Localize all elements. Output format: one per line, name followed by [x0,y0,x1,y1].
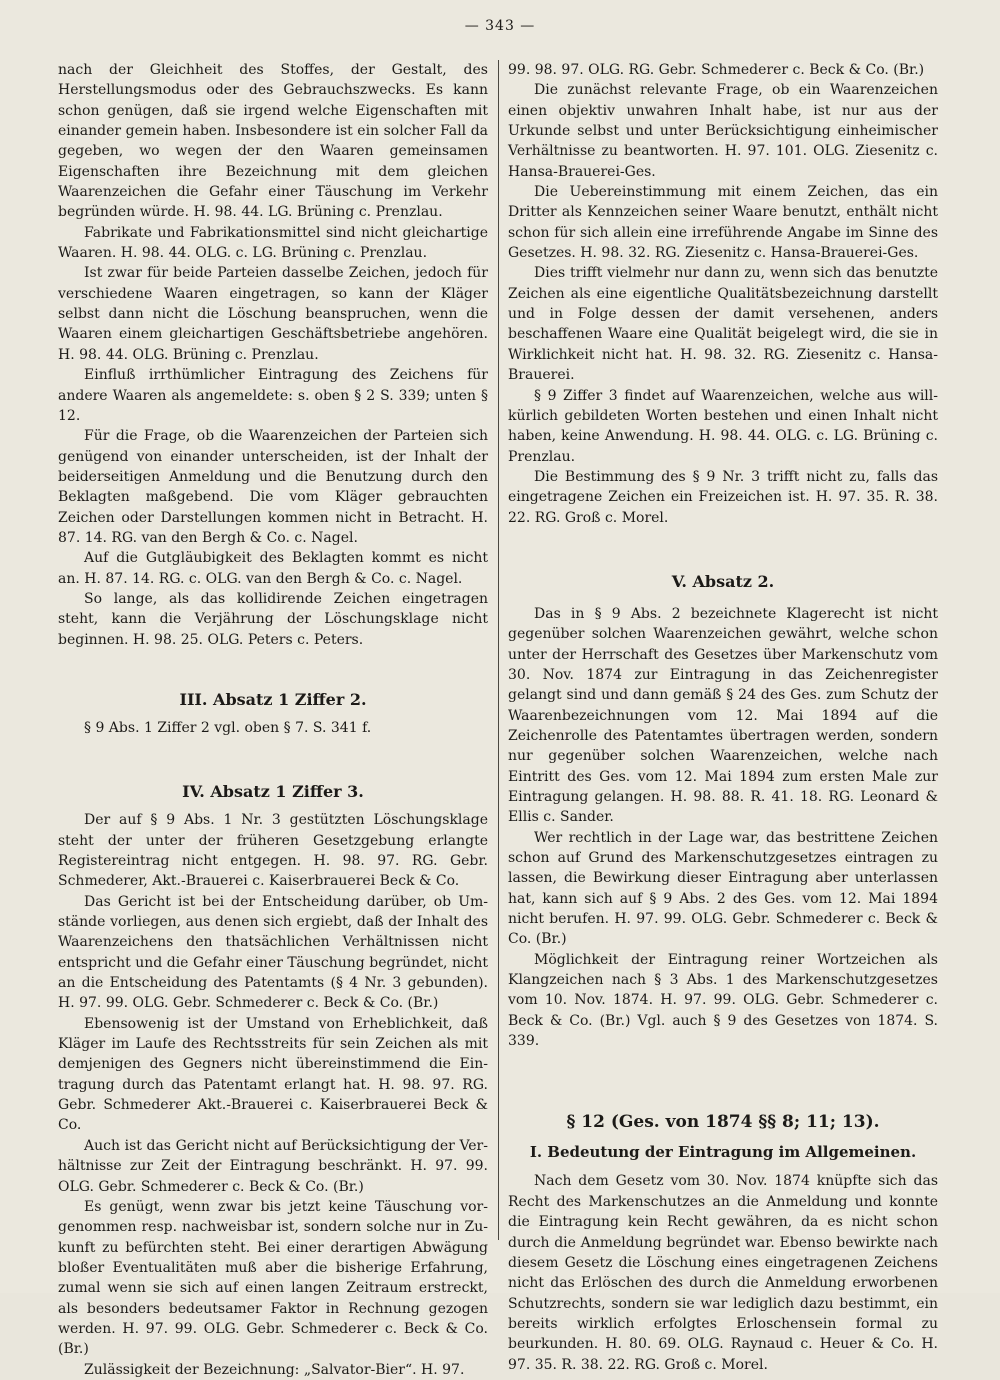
paragraph: nach der Gleichheit des Stoffes, der Gestalt, des Herstellungsmodus oder des Gebrauchszwecks. Es kann schon genügen, daß sie irgend welche Eigenschaften mit einander gemein haben. Insbesondere ist ein solcher Fall da gegeben, wo wegen der den Waaren gemeinsamen Eigenschaften ihre Bezeichnung mit dem gleichen Waarenzeichen die Gefahr einer Täuschung im Verkehr begründen würde. H. 98. 44. LG. Brüning c. Prenzlau. [58,62,488,221]
section-heading-iii: III. Absatz 1 Ziffer 2. [179,689,367,709]
right-column [508,60,938,1375]
paragraph: Es genügt, wenn zwar bis jetzt keine Täuschung vorgenommen resp. nachweisbar ist, sondern solche nur in Zukunft zu befürchten steht. Bei einer derartigen Abwägung bloßer Eventualitäten muß aber die bisherige Erfahrung, zumal wenn sie sich auf einen langen Zeitraum erstreckt, als besonders bedeutsamer Faktor in Rechnung gezogen werden. H. 97. 99. OLG. Gebr. Schmederer c. Beck & Co. (Br.) [58,1198,488,1358]
paragraph: Das Gericht ist bei der Entscheidung darüber, ob Umstände vorliegen, aus denen sich ergiebt, daß der Inhalt des Waarenzeichens den thatsächlichen Verhältnissen nicht entspricht und die Gefahr einer Täuschung begründet, nicht an die Entscheidung des Patentamts (§ 4 Nr. 3 gebunden). H. 97. 99. OLG. Gebr. Schmederer c. Beck & Co. (Br.) [58,893,488,1012]
left-column [58,60,488,1380]
section-heading-v: V. Absatz 2. [671,571,775,591]
section-heading-paragraph-12: § 12 (Ges. von 1874 §§ 8; 11; 13). [566,1112,880,1133]
paragraph: Für die Frage, ob die Waarenzeichen der Parteien sich genügend von einander unterscheiden, ist der Inhalt der beiderseitigen Anmeldung und die Benutzung durch den Beklagten maßgebend. Die vom Kläger gebrauchten Zeichen oder Darstellungen kommen nicht in Betracht. H. 87. 14. RG. van den Bergh & Co. c. Nagel. [58,428,488,546]
section-heading-iv: IV. Absatz 1 Ziffer 3. [182,782,364,802]
paragraph: Die zunächst relevante Frage, ob ein Waarenzeichen einen objektiv unwahren Inhalt habe, ist nur aus der Urkunde selbst und unter Berücksichtigung einheimischer Verhältnisse zu beantworten. H. 97. 101. OLG. Ziesenitz c. Hansa-Brauerei-Ges. [508,82,938,180]
paragraph: Ist zwar für beide Parteien dasselbe Zeichen, jedoch für verschiedene Waaren eingetragen, so kann der Kläger selbst dann nicht die Löschung beanspruchen, wenn die Waaren einem gleichartigen Geschäftsbetriebe angehören. H. 98. 44. OLG. Brüning c. Prenzlau. [58,265,488,363]
paragraph: Wer rechtlich in der Lage war, das bestrittene Zeichen schon auf Grund des Markenschutzgesetzes eintragen zu lassen, die Bewirkung dieser Eintragung aber unterlassen hat, kann sich auf § 9 Abs. 2 des Ges. vom 12. Mai 1894 nicht berufen. H. 97. 99. OLG. Gebr. Schmederer c. Beck & Co. (Br.) [508,829,938,948]
paragraph: § 9 Abs. 1 Ziffer 2 vgl. oben § 7. S. 341 f. [84,719,372,736]
page-number: — 343 — [464,18,536,34]
paragraph: Die Bestimmung des § 9 Nr. 3 trifft nicht zu, falls das eingetragene Zeichen ein Freizeichen ist. H. 97. 35. R. 38. 22. RG. Groß c. Morel. [508,468,938,526]
paragraph: 99. 98. 97. OLG. RG. Gebr. Schmederer c. Beck & Co. (Br.) [508,62,925,78]
paragraph: Der auf § 9 Abs. 1 Nr. 3 gestützten Löschungsklage steht der unter der früheren Gesetzgebung erlangte Registereintrag nicht entgegen. H. 98. 97. RG. Gebr. Schmederer, Akt.-Brauerei c. Kaiserbrauerei Beck & Co. [58,812,488,890]
paragraph: Fabrikate und Fabrikationsmittel sind nicht gleichartige Waaren. H. 98. 44. OLG. c. LG. Brüning c. Prenzlau. [58,224,488,262]
paragraph: § 9 Ziffer 3 findet auf Waarenzeichen, welche aus willkürlich gebildeten Worten bestehen und einen Inhalt nicht haben, keine Anwendung. H. 98. 44. OLG. c. LG. Brüning c. Prenzlau. [508,387,938,465]
paragraph: Nach dem Gesetz vom 30. Nov. 1874 knüpfte sich das Recht des Markenschutzes an die Anmeldung und konnte die Eintragung kein Recht gewähren, da es nicht schon durch die Anmeldung begründet war. Ebenso bewirkte nach diesem Gesetz die Löschung eines eingetragenen Zeichens nicht das Erlöschen des durch die Anmeldung erworbenen Schutzrechts, sondern sie war lediglich dazu bestimmt, ein bereits wirklich erfolgtes Erloschensein formal zu beurkunden. H. 80. 69. OLG. Raynaud c. Heuer & Co. H. 97. 35. R. 38. 22. RG. Groß c. Morel. [508,1173,938,1373]
column-divider [498,60,499,1240]
paragraph: Das in § 9 Abs. 2 bezeichnete Klagerecht ist nicht gegenüber solchen Waarenzeichen gewährt, welche schon unter der Herrschaft des Gesetzes über Markenschutz vom 30. Nov. 1874 zur Eintragung in das Zeichenregister gelangt sind und dann gemäß § 24 des Ges. zum Schutz der Waarenbezeichnungen vom 12. Mai 1894 auf die Zeichenrolle des Patentamtes übertragen werden, sondern nur gegenüber solchen Waarenzeichen, welche nach Eintritt des Ges. vom 12. Mai 1894 zum ersten Male zur Eintragung gelangen. H. 98. 88. R. 41. 18. RG. Leonard & Ellis c. Sander. [508,605,938,826]
subsection-heading-i: I. Bedeutung der Eintragung im Allgemeinen. [529,1143,917,1162]
paragraph: Auf die Gutgläubigkeit des Beklagten kommt es nicht an. H. 87. 14. RG. c. OLG. van den Bergh & Co. c. Nagel. [58,550,488,587]
paragraph: Möglichkeit der Eintragung reiner Wortzeichen als Klangzeichen nach § 3 Abs. 1 des Markenschutzgesetzes vom 10. Nov. 1874. H. 97. 99. OLG. Gebr. Schmederer c. Beck & Co. (Br.) Vgl. auch § 9 des Gesetzes von 1874. S. 339. [508,951,938,1050]
paragraph: Die Uebereinstimmung mit einem Zeichen, das ein Dritter als Kennzeichen seiner Waare benutzt, enthält nicht schon für sich allein eine irreführende Angabe im Sinne des Gesetzes. H. 98. 32. RG. Ziesenitz c. Hansa-Brauerei-Ges. [508,184,938,262]
paragraph: Auch ist das Gericht nicht auf Berücksichtigung der Verhältnisse zur Zeit der Eintragung beschränkt. H. 97. 99. OLG. Gebr. Schmederer c. Beck & Co. (Br.) [58,1137,488,1195]
paragraph: So lange, als das kollidirende Zeichen eingetragen steht, kann die Verjährung der Löschungsklage nicht beginnen. H. 98. 25. OLG. Peters c. Peters. [58,590,488,648]
paragraph: Dies trifft vielmehr nur dann zu, wenn sich das benutzte Zeichen als eine eigentliche Qualitätsbezeichnung darstellt und in Folge dessen der damit versehenen, anders beschaffenen Waare eine Qualität beigelegt wird, die sie in Wirklichkeit nicht hat. H. 98. 32. RG. Ziesenitz c. Hansa-Brauerei. [508,265,938,384]
paragraph: Einfluß irrthümlicher Eintragung des Zeichens für andere Waaren als angemeldete: s. oben § 2 S. 339; unten § 12. [58,367,488,424]
paragraph: Zulässigkeit der Bezeichnung: „Salvator-Bier“. H. 97. [84,1361,465,1378]
paragraph: Ebensowenig ist der Umstand von Erheblichkeit, daß Kläger im Laufe des Rechtsstreits für sein Zeichen als mit demjenigen des Gegners nicht übereinstimmend die Eintragung durch das Patentamt erlangt hat. H. 98. 97. RG. Gebr. Schmederer Akt.-Brauerei c. Kaiserbrauerei Beck & Co. [58,1015,488,1134]
